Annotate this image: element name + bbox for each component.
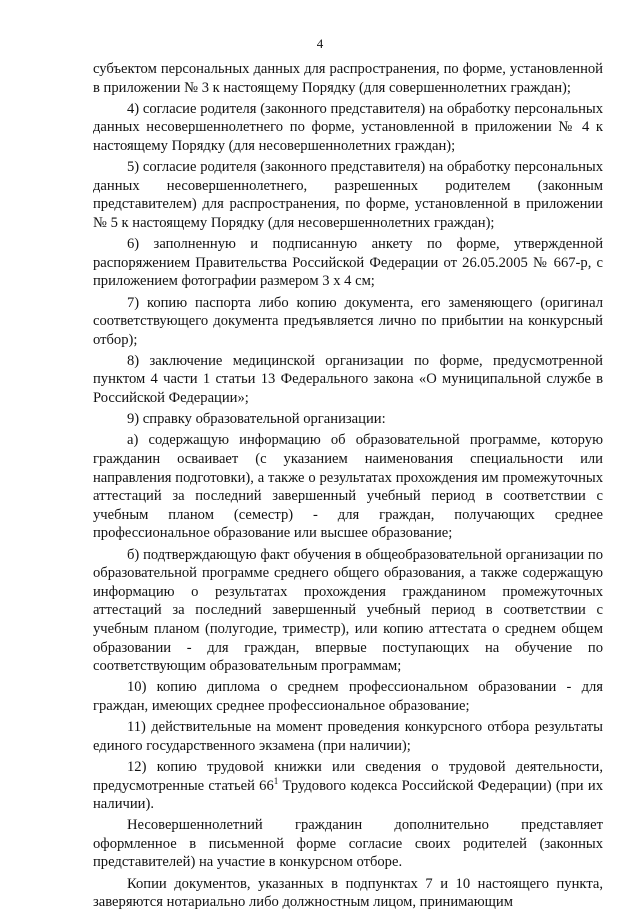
item-12-text: 12) копию трудовой книжки или сведения о трудовой деятельности, предусмотренные статьей 66 [93,758,603,794]
paragraph-item-9a: а) содержащую информацию об образовательной программе, которую гражданин осваивает (с указанием наименования специальности или направления подготовки), а также о результатах прохождения им промежуточных аттестаций за последний завершенный учебный период в соответствии с учебным планом (семестр) - для граждан, получающих среднее профессиональное образование или высшее образование; [93,432,603,542]
page-number: 4 [316,36,324,51]
paragraph-item-9b: б) подтверждающую факт обучения в общеобразовательной организации по образовательной программе среднего общего образования, а также содержащую информацию о результатах прохождения гражданином промежуточных аттестаций за последний завершенный учебный период в соответствии с учебным планом (полугодие, триместр), или копию аттестата о среднем общем образовании - для граждан, впервые поступающих на обучение по соответствующим образовательным программам; [93,546,603,675]
item-12-superscript: 1 [273,775,279,786]
paragraph-minor-consent: Несовершеннолетний гражданин дополнительно представляет оформленное в письменной форме согласие своих родителей (законных представителей) на участие в конкурсном отборе. [93,817,603,871]
paragraph-item-10: 10) копию диплома о среднем профессиональном образовании - для граждан, имеющих среднее профессиональное образование; [93,679,603,714]
document-body [93,60,603,914]
paragraph-item-3-continuation: субъектом персональных данных для распространения, по форме, установленной в приложении № 3 к настоящему Порядку (для совершеннолетних граждан); [93,61,603,96]
paragraph-item-9: 9) справку образовательной организации: [127,411,386,428]
paragraph-item-8: 8) заключение медицинской организации по форме, предусмотренной пунктом 4 части 1 статьи 13 Федерального закона «О муниципальной службе в Российской Федерации»; [93,352,603,407]
paragraph-item-5: 5) согласие родителя (законного представителя) на обработку персональных данных несовершеннолетнего, разрешенных родителем (законным представителем) для распространения, по форме, установленной в приложении № 5 к настоящему Порядку (для несовершеннолетних граждан); [93,159,603,231]
paragraph-item-12 [93,758,603,814]
item-12-text-end: Трудового кодекса Российской Федерации) (при их наличии). [93,777,603,813]
paragraph-item-4: 4) согласие родителя (законного представителя) на обработку персональных данных несовершеннолетнего по форме, установленной в приложении № 4 к настоящему Порядку (для несовершеннолетних граждан); [93,100,603,154]
paragraph-copies-certification: Копии документов, указанных в подпунктах 7 и 10 настоящего пункта, заверяются нотариально либо должностным лицом, принимающим [93,875,603,911]
paragraph-item-7: 7) копию паспорта либо копию документа, его заменяющего (оригинал соответствующего документа предъявляется лично по прибытии на конкурсный отбор); [93,294,603,348]
paragraph-item-11: 11) действительные на момент проведения конкурсного отбора результаты единого государственного экзамена (при наличии); [93,719,603,754]
paragraph-item-6: 6) заполненную и подписанную анкету по форме, утвержденной распоряжением Правительства Российской Федерации от 26.05.2005 № 667-р, с приложением фотографии размером 3 х 4 см; [93,236,603,290]
